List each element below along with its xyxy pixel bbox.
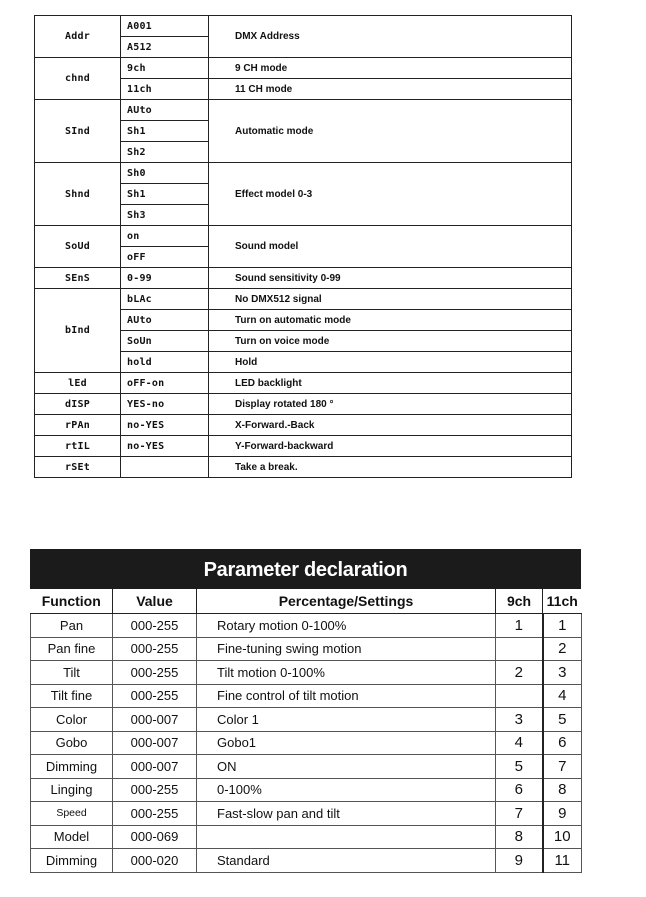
function-cell: Dimming [31,849,113,873]
menu-value: no-YES [121,415,209,436]
menu-key: SInd [35,100,121,163]
function-cell: Dimming [31,755,113,779]
ch9-cell: 3 [496,708,543,732]
menu-value: Sh1 [121,184,209,205]
ch9-cell: 4 [496,731,543,755]
menu-value: no-YES [121,436,209,457]
menu-row [35,163,572,184]
menu-value: oFF-on [121,373,209,394]
menu-key: rSEt [35,457,121,478]
setting-cell: Color 1 [197,708,496,732]
ch11-cell: 5 [543,708,582,732]
menu-key: rtIL [35,436,121,457]
menu-value: oFF [121,247,209,268]
ch11-cell: 9 [543,802,582,826]
menu-value: A001 [121,16,209,37]
menu-key: lEd [35,373,121,394]
menu-description: No DMX512 signal [209,289,572,310]
menu-description: Sound sensitivity 0-99 [209,268,572,289]
menu-value: A512 [121,37,209,58]
ch11-cell: 3 [543,661,582,685]
menu-value: Sh2 [121,142,209,163]
setting-cell: Standard [197,849,496,873]
menu-value: AUto [121,100,209,121]
parameter-row [31,825,582,849]
ch11-cell: 4 [543,684,582,708]
setting-cell: Gobo1 [197,731,496,755]
menu-row [35,394,572,415]
parameter-declaration [30,549,581,873]
ch11-cell: 10 [543,825,582,849]
menu-value: bLAc [121,289,209,310]
function-cell: Tilt [31,661,113,685]
menu-description: Turn on voice mode [209,331,572,352]
menu-value: 0-99 [121,268,209,289]
menu-value: Sh0 [121,163,209,184]
setting-cell: Tilt motion 0-100% [197,661,496,685]
menu-value: AUto [121,310,209,331]
ch11-cell: 11 [543,849,582,873]
parameter-row [31,637,582,661]
menu-description: DMX Address [209,16,572,58]
menu-row [35,226,572,247]
menu-row [35,268,572,289]
menu-description: X-Forward.-Back [209,415,572,436]
ch9-cell: 7 [496,802,543,826]
menu-value: SoUn [121,331,209,352]
value-cell: 000-255 [113,684,197,708]
ch9-cell [496,637,543,661]
setting-cell: Fast-slow pan and tilt [197,802,496,826]
menu-description: 11 CH mode [209,79,572,100]
ch11-cell: 6 [543,731,582,755]
value-cell: 000-255 [113,778,197,802]
menu-value [121,457,209,478]
menu-value: 11ch [121,79,209,100]
function-cell: Tilt fine [31,684,113,708]
setting-cell: Fine control of tilt motion [197,684,496,708]
value-cell: 000-255 [113,614,197,638]
menu-value: Sh3 [121,205,209,226]
ch11-cell: 8 [543,778,582,802]
menu-value: 9ch [121,58,209,79]
header-11ch: 11ch [543,589,582,614]
menu-description: Take a break. [209,457,572,478]
menu-description: Effect model 0-3 [209,163,572,226]
menu-key: dISP [35,394,121,415]
setting-cell: Rotary motion 0-100% [197,614,496,638]
ch9-cell [496,684,543,708]
menu-value: on [121,226,209,247]
value-cell: 000-069 [113,825,197,849]
function-cell: Color [31,708,113,732]
function-cell: Gobo [31,731,113,755]
menu-value: YES-no [121,394,209,415]
menu-description: Hold [209,352,572,373]
parameter-title: Parameter declaration [30,549,581,589]
ch9-cell: 9 [496,849,543,873]
menu-row [35,436,572,457]
parameter-row [31,849,582,873]
value-cell: 000-007 [113,755,197,779]
parameter-row [31,778,582,802]
menu-row [35,415,572,436]
function-cell: Model [31,825,113,849]
function-cell: Pan [31,614,113,638]
parameter-row [31,614,582,638]
menu-settings-table [34,15,572,478]
value-cell: 000-007 [113,708,197,732]
menu-value: Sh1 [121,121,209,142]
menu-row [35,16,572,37]
menu-row [35,457,572,478]
menu-key: bInd [35,289,121,373]
ch9-cell: 8 [496,825,543,849]
value-cell: 000-020 [113,849,197,873]
menu-description: Sound model [209,226,572,268]
parameter-row [31,708,582,732]
parameter-row [31,661,582,685]
parameter-header-row [31,589,582,614]
setting-cell: ON [197,755,496,779]
menu-key: Addr [35,16,121,58]
menu-description: 9 CH mode [209,58,572,79]
value-cell: 000-255 [113,802,197,826]
menu-row [35,289,572,310]
parameter-row [31,802,582,826]
ch9-cell: 6 [496,778,543,802]
header-percentage-settings: Percentage/Settings [197,589,496,614]
menu-row [35,58,572,79]
ch9-cell: 1 [496,614,543,638]
menu-row [35,100,572,121]
parameter-table [30,589,582,873]
function-cell: Linging [31,778,113,802]
setting-cell: 0-100% [197,778,496,802]
value-cell: 000-255 [113,661,197,685]
setting-cell [197,825,496,849]
header-9ch: 9ch [496,589,543,614]
menu-description: Display rotated 180 ° [209,394,572,415]
ch9-cell: 2 [496,661,543,685]
menu-description: Automatic mode [209,100,572,163]
menu-key: chnd [35,58,121,100]
menu-value: hold [121,352,209,373]
menu-description: Y-Forward-backward [209,436,572,457]
ch11-cell: 2 [543,637,582,661]
function-cell: Pan fine [31,637,113,661]
menu-key: Shnd [35,163,121,226]
value-cell: 000-255 [113,637,197,661]
menu-description: LED backlight [209,373,572,394]
value-cell: 000-007 [113,731,197,755]
setting-cell: Fine-tuning swing motion [197,637,496,661]
menu-row [35,373,572,394]
ch11-cell: 1 [543,614,582,638]
ch9-cell: 5 [496,755,543,779]
function-cell: Speed [31,802,113,826]
menu-key: SoUd [35,226,121,268]
parameter-row [31,684,582,708]
header-function: Function [31,589,113,614]
ch11-cell: 7 [543,755,582,779]
header-value: Value [113,589,197,614]
parameter-row [31,731,582,755]
menu-key: rPAn [35,415,121,436]
parameter-row [31,755,582,779]
menu-key: SEnS [35,268,121,289]
menu-description: Turn on automatic mode [209,310,572,331]
